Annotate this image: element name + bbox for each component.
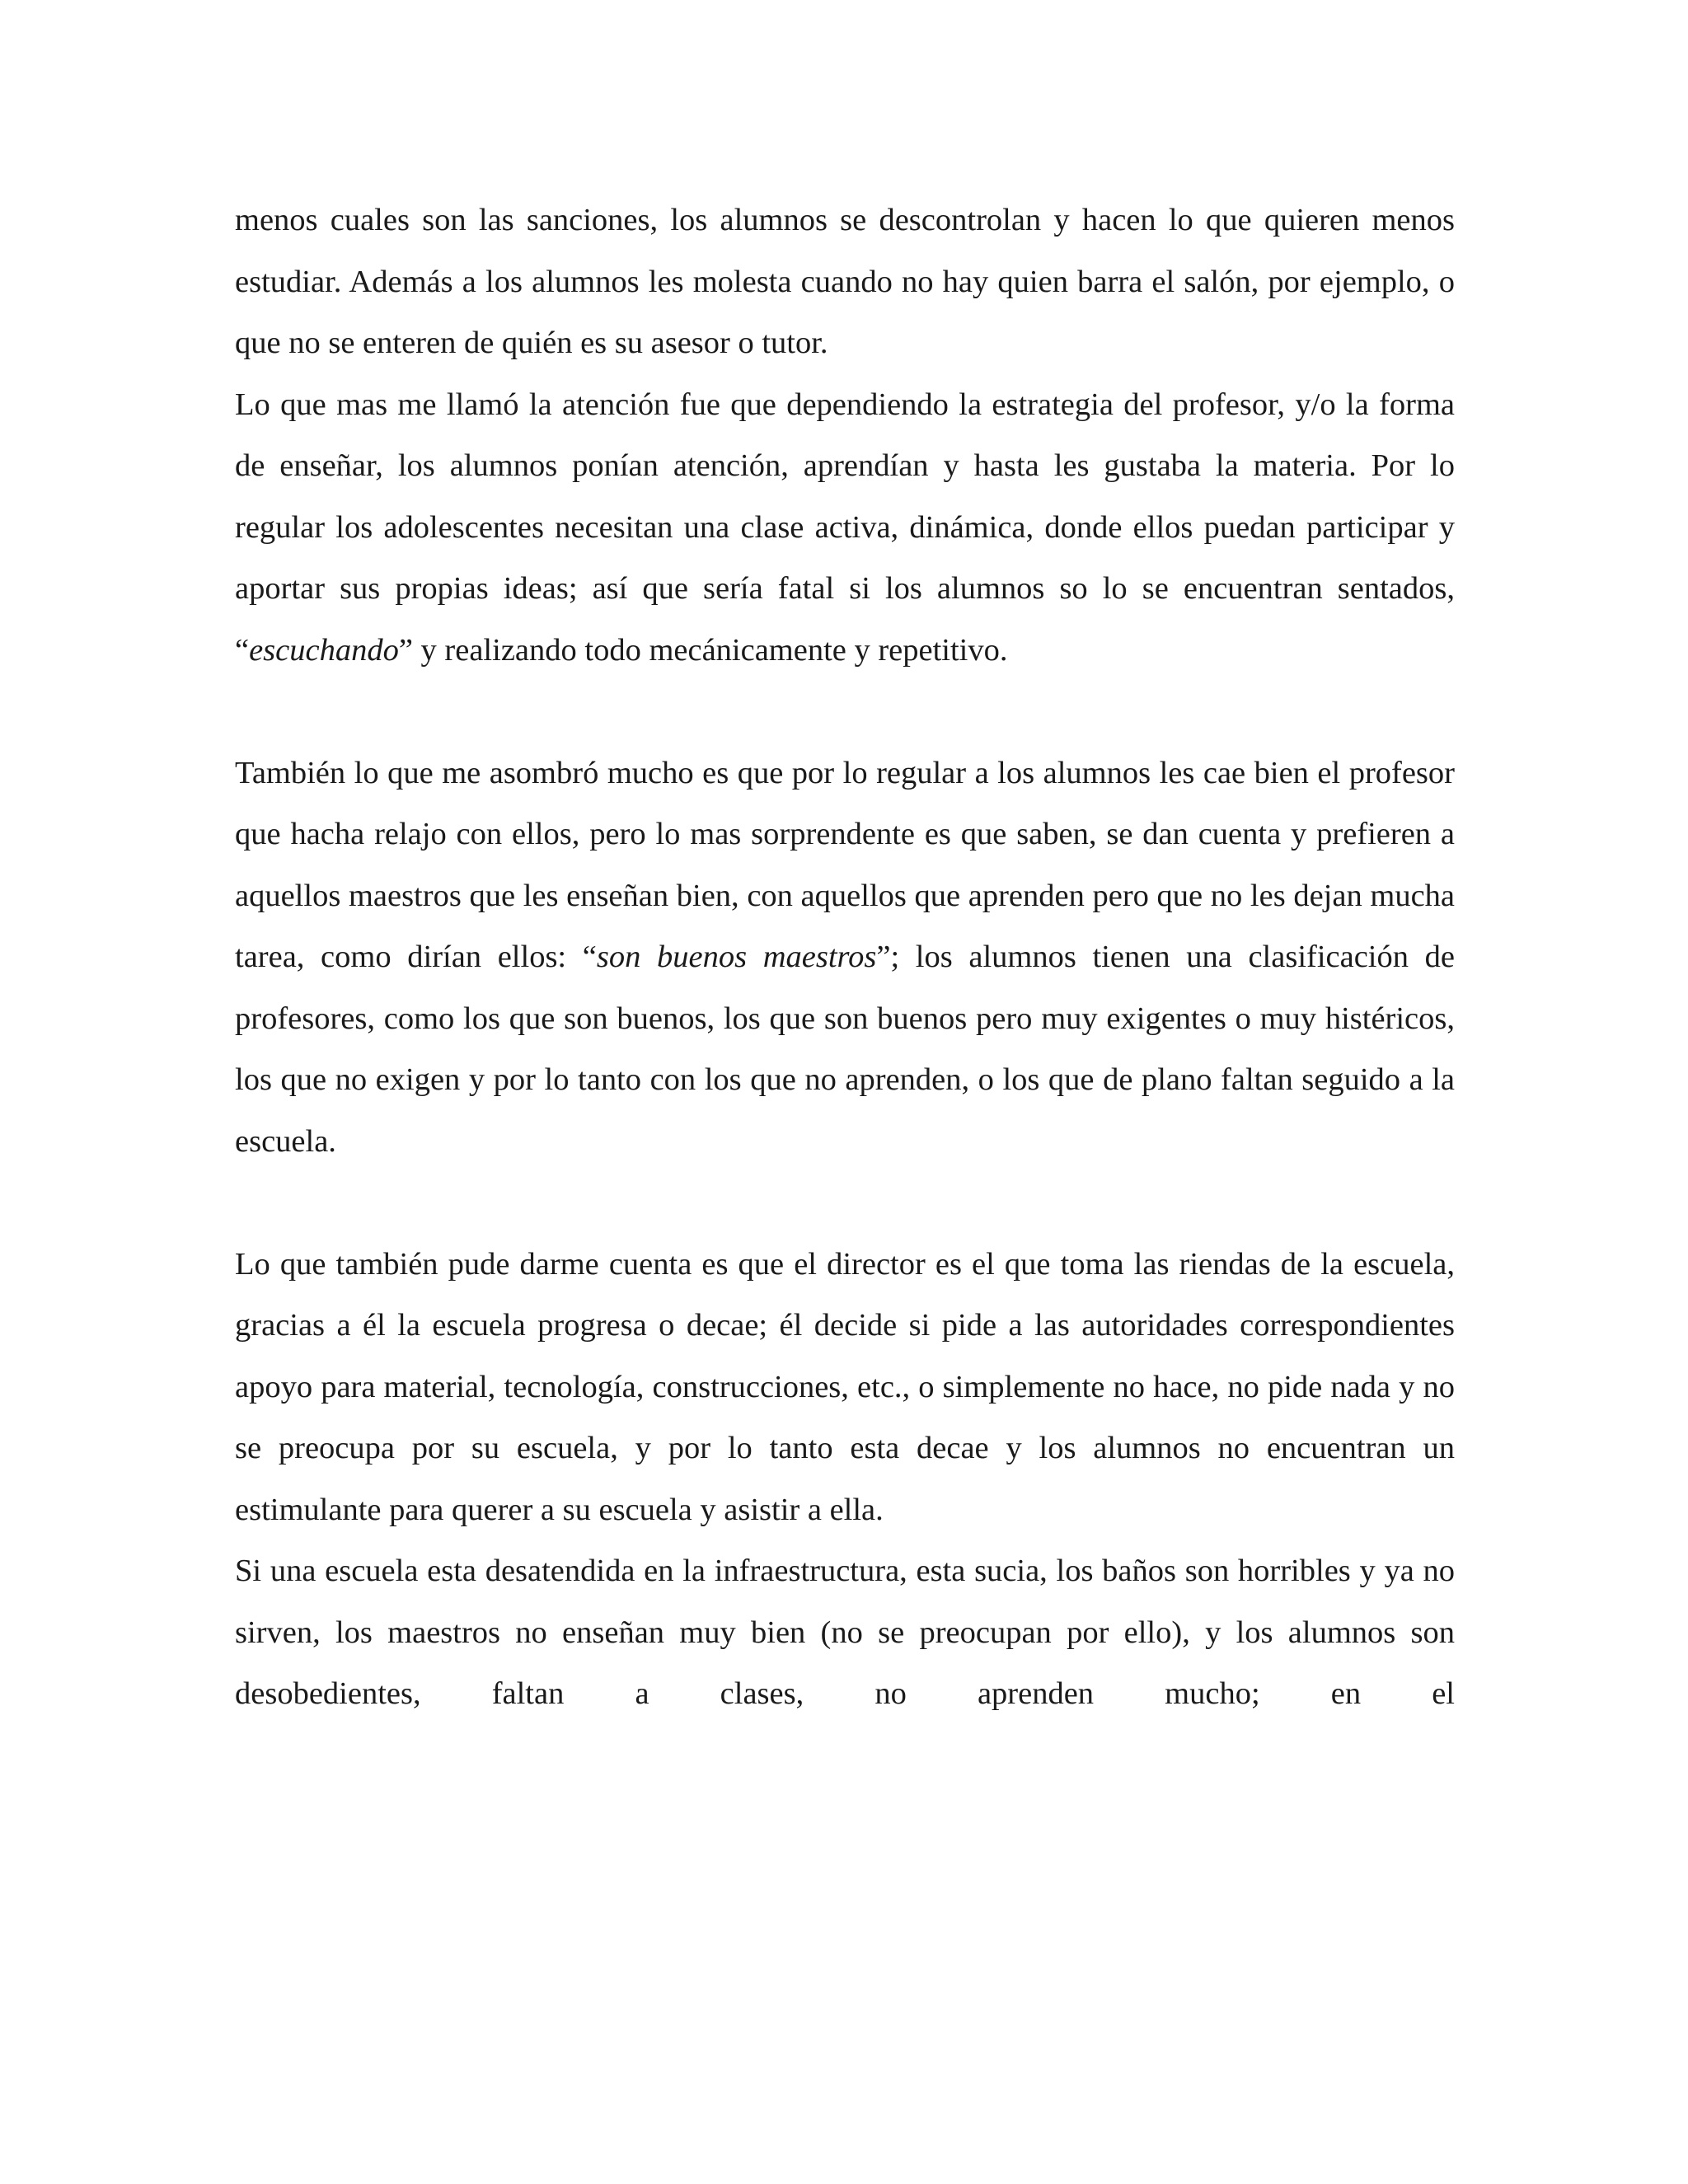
paragraph-2-text-b: ” y realizando todo mecánicamente y repetitivo. bbox=[398, 632, 1008, 668]
paragraph-5-text: Si una escuela esta desatendida en la infraestructura, esta sucia, los baños son horribles y ya no sirven, los maestros no enseñan muy bien (no se preocupan por ello), y los alumnos son desobedientes, faltan a clases, no aprenden mucho; en el bbox=[235, 1554, 1455, 1711]
paragraph-1-text: menos cuales son las sanciones, los alumnos se descontrolan y hacen lo que quieren menos estudiar. Además a los alumnos les molesta cuando no hay quien barra el salón, por ejemplo, o que no se enteren de quién es su asesor o tutor. bbox=[235, 203, 1455, 360]
paragraph-3-italic-quote: son buenos maestros bbox=[596, 940, 877, 974]
paragraph-5 bbox=[235, 1540, 1455, 1725]
paragraph-2 bbox=[235, 374, 1455, 682]
paragraph-3-text-b: ”; los alumnos tienen una clasificación de profesores, como los que son buenos, los que son buenos pero muy exigentes o muy histéricos, los que no exigen y por lo tanto con los que no aprenden, o los que de plano faltan seguido a la escuela. bbox=[235, 940, 1455, 1159]
document-body bbox=[235, 190, 1455, 1725]
paragraph-2-text-a: Lo que mas me llamó la atención fue que dependiendo la estrategia del profesor, y/o la forma de enseñar, los alumnos ponían atención, aprendían y hasta les gustaba la materia. Por lo regular los adolescentes necesitan una clase activa, dinámica, donde ellos puedan participar y aportar sus propias ideas; así que sería fatal si los alumnos so lo se encuentran sentados, “ bbox=[235, 387, 1455, 668]
paragraph-4-text: Lo que también pude darme cuenta es que el director es el que toma las riendas de la escuela, gracias a él la escuela progresa o decae; él decide si pide a las autoridades correspondientes apoyo para material, tecnología, construcciones, etc., o simplemente no hace, no pide nada y no se preocupa por su escuela, y por lo tanto esta decae y los alumnos no encuentran un estimulante para querer a su escuela y asistir a ella. bbox=[235, 1246, 1455, 1527]
paragraph-3 bbox=[235, 743, 1455, 1173]
paragraph-1 bbox=[235, 190, 1455, 374]
paragraph-3-text-a: También lo que me asombró mucho es que por lo regular a los alumnos les cae bien el profesor que hacha relajo con ellos, pero lo mas sorprendente es que saben, se dan cuenta y prefieren a aquellos maestros que les enseñan bien, con aquellos que aprenden pero que no les dejan mucha tarea, como dirían ellos: “ bbox=[235, 755, 1455, 974]
paragraph-4 bbox=[235, 1234, 1455, 1541]
paragraph-2-italic-quote: escuchando bbox=[249, 632, 399, 668]
